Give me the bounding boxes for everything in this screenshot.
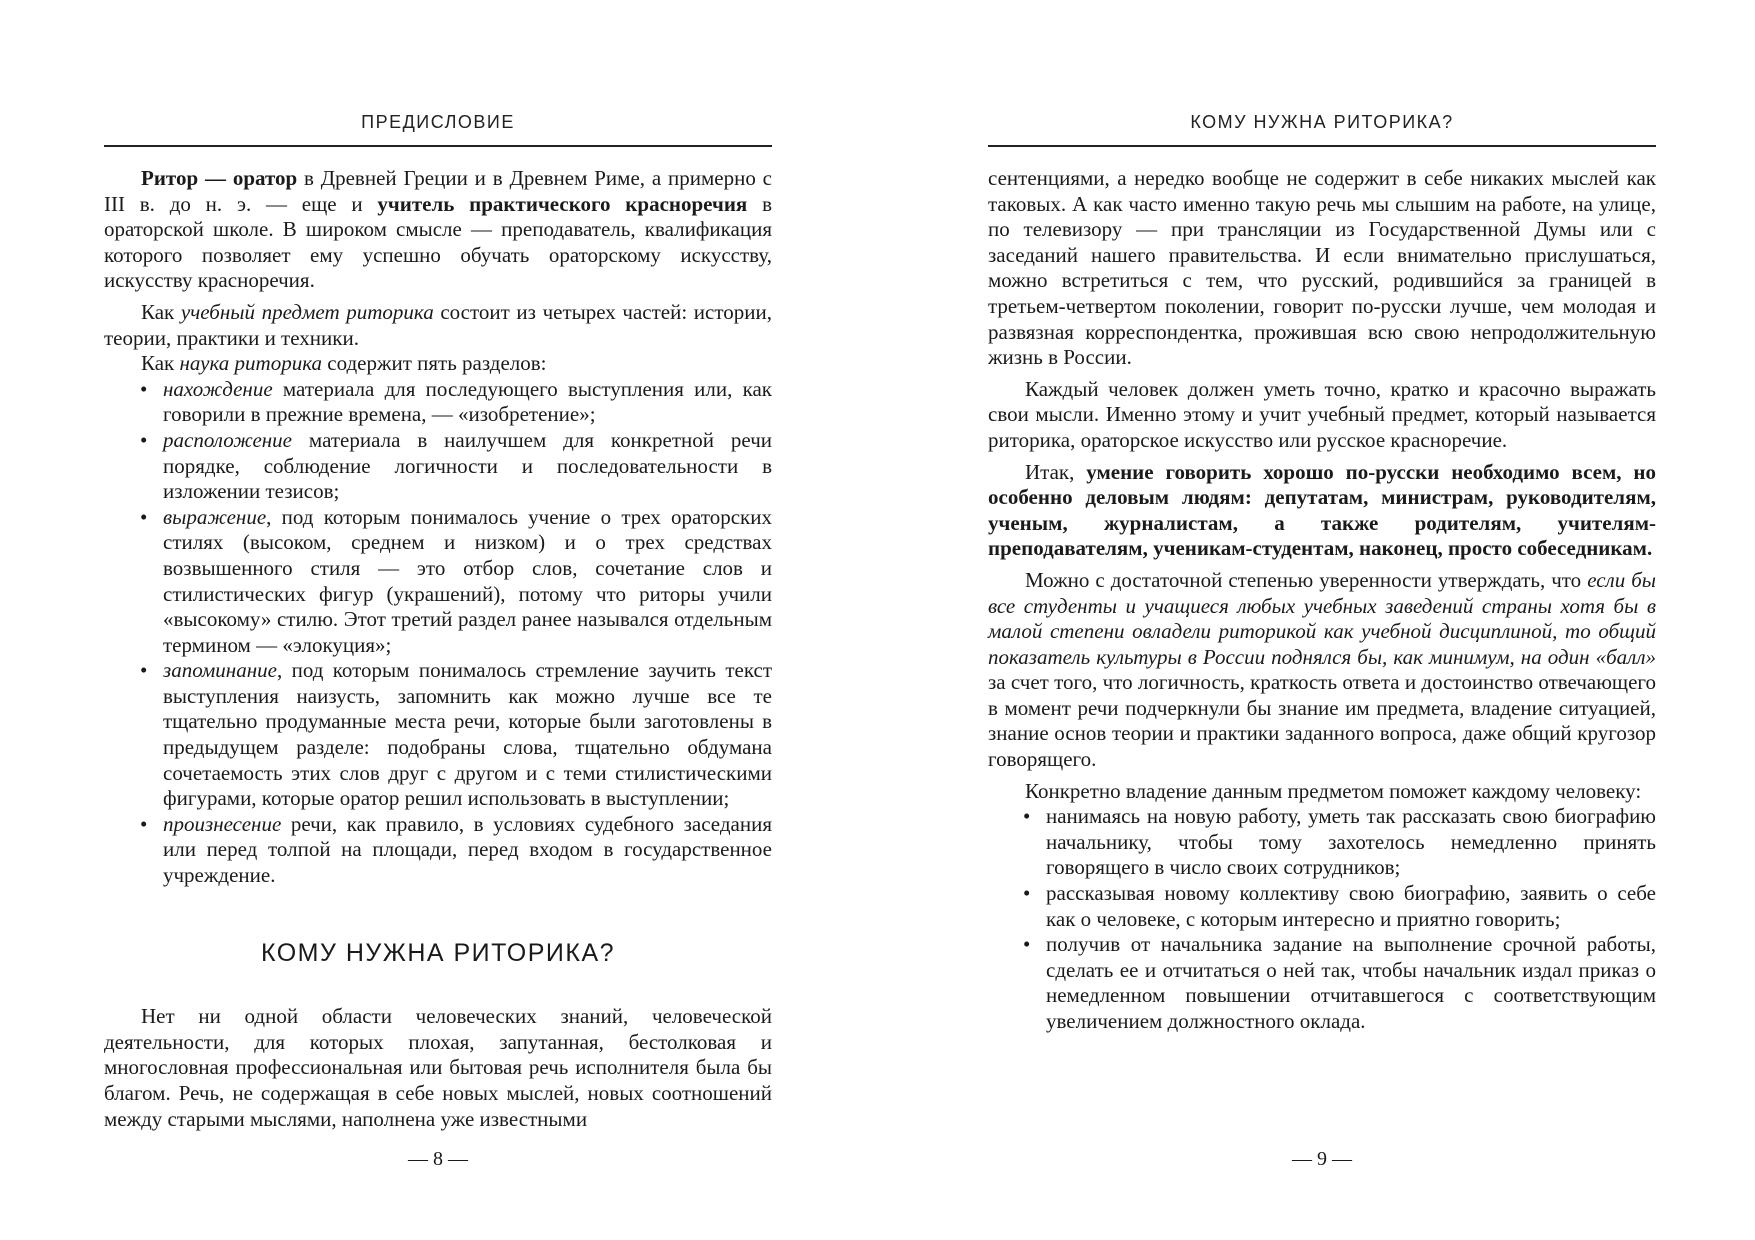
bullet-icon: • [140, 658, 148, 683]
italic-term: расположение [163, 427, 293, 452]
benefits-list [988, 804, 1656, 1034]
italic-term: нахождение [163, 376, 273, 401]
list-item: • расположение материала в наилучшем для конкретной речи порядке, соблюдение логичности и последовательности в изложении тезисов; [140, 427, 772, 504]
bullet-icon: • [140, 427, 148, 452]
section-title: КОМУ НУЖНА РИТОРИКА? [260, 938, 616, 967]
sections-list [104, 377, 772, 889]
left-page [104, 0, 772, 1240]
paragraph-who-needs: Итак, умение говорить хорошо по-русски необходимо всем, но особенно деловым людям: депутатам, министрам, руководителям, ученым, журналистам, а также родителям, учителям-преподавателям, ученикам-студентам, наконец, просто собеседникам. [988, 459, 1657, 561]
page-number: — 9 — [1292, 1148, 1352, 1170]
right-page [988, 0, 1656, 1240]
header-rule [988, 145, 1656, 147]
bullet-icon: • [140, 504, 148, 529]
bullet-icon: • [140, 376, 148, 401]
list-item: • рассказывая новому коллективу свою биографию, заявить о себе как о человеке, с которым интересно и приятно говорить; [1023, 881, 1656, 931]
paragraph-no-field: Нет ни одной области человеческих знаний, человеческой деятельности, для которых плохая, запутанная, бестолковая и многословная профессиональная или бытовая речь исполнителя была бы благом. Речь, не содержащая в себе новых мыслей, новых соотношений между старыми мыслями, наполнена уже известными [104, 1004, 772, 1131]
list-item: • запоминание, под которым понималось стремление заучить текст выступления наизусть, запомнить как можно лучше все те тщательно продуманные места речи, которые были заготовлены в предыдущем разделе: подобраны слова, тщательно обдумана сочетаемость этих слов друг с другом и с теми стилистическими фигурами, которые оратор решил использовать в выступлении; [140, 658, 772, 811]
header-rule [104, 145, 772, 147]
page-number: — 8 — [408, 1148, 468, 1170]
paragraph-science-sections: Как наука риторика содержит пять разделов: [141, 351, 547, 376]
running-head: КОМУ НУЖНА РИТОРИКА? [1190, 112, 1454, 132]
list-item: • выражение, под которым понималось учение о трех ораторских стилях (высоком, среднем и низком) и о трех средствах возвышенного стиля — это отбор слов, сочетание слов и стилистических фигур (украшений), потому что риторы учили «высокому» стилю. Этот третий раздел ранее назывался отдельным термином — «элокуция»; [140, 504, 772, 657]
list-item: • нахождение материала для последующего выступления или, как говорили в прежние времена, — «изобретение»; [140, 376, 772, 427]
bullet-icon: • [140, 811, 148, 836]
paragraph-continuation: сентенциями, а нередко вообще не содержит в себе никаких мыслей как таковых. А как часто именно такую речь мы слышим на работе, на улице, по телевизору — при трансляции из Государственной Думы или с заседаний нашего правительства. И если внимательно прислушаться, можно встретиться с тем, что русский, родившийся за границей в третьем-четвертом поколении, говорит по-русски лучше, чем молодая и развязная корреспондентка, прожившая всю свою непродолжительную жизнь в России. [988, 166, 1656, 370]
bold-term: учитель практического красноречия [377, 191, 748, 216]
list-item: • получив от начальника задание на выполнение срочной работы, сделать ее и отчитаться о ней так, чтобы начальник издал приказ о немедленном повышении отчитавшегося с соответствующим увеличением должностного оклада. [1023, 932, 1656, 1033]
italic-term: наука риторика [179, 351, 322, 376]
paragraph-subject-parts: Как учебный предмет риторика состоит из четырех частей: истории, теории, практики и техники. [104, 299, 772, 350]
paragraph-rhetor-definition: Ритор — оратор в Древней Греции и в Древнем Риме, а примерно с III в. до н. э. — еще и учитель практического красноречия в ораторской школе. В широком смысле — преподаватель, квалификация которого позволяет ему успешно обучать ораторскому искусству, искусству красноречия. [104, 166, 773, 293]
list-item: • нанимаясь на новую работу, уметь так рассказать свою биографию начальнику, чтобы тому захотелось немедленно принять говорящего в число своих сотрудников; [1023, 804, 1656, 880]
italic-term: произнесение [163, 811, 282, 836]
paragraph-concretely: Конкретно владение данным предметом поможет каждому человеку: [1025, 778, 1642, 803]
running-head: ПРЕДИСЛОВИЕ [361, 112, 515, 132]
italic-term: запоминание [163, 658, 277, 683]
bold-statement: умение говорить хорошо по-русски необходимо всем, но особенно деловым людям: депутатам, министрам, руководителям, ученым, журналистам, а также родителям, учителям-преподавателям, ученикам-студентам, наконец, просто собеседникам. [988, 459, 1657, 561]
italic-statement: если бы все студенты и учащиеся любых учебных заведений страны хотя бы в малой степени овладели риторикой как учебной дисциплиной, то общий показатель культуры в России поднялся бы, как минимум, на один «балл» [988, 567, 1657, 669]
bullet-icon: • [1023, 881, 1031, 906]
body-text [988, 166, 1656, 1035]
bullet-icon: • [1023, 804, 1031, 829]
italic-term: учебный предмет риторика [180, 299, 434, 324]
body-text [104, 166, 772, 1132]
paragraph-every-person: Каждый человек должен уметь точно, кратко и красочно выражать свои мысли. Именно этому и учит учебный предмет, который называется риторика, ораторское искусство или русское красноречие. [988, 376, 1656, 452]
bold-term: Ритор — оратор [141, 166, 298, 190]
list-item: • произнесение речи, как правило, в условиях судебного заседания или перед толпой на площади, перед входом в государственное учреждение. [140, 811, 772, 888]
paragraph-culture: Можно с достаточной степенью уверенности утверждать, что если бы все студенты и учащиеся любых учебных заведений страны хотя бы в малой степени овладели риторикой как учебной дисциплиной, то общий показатель культуры в России поднялся бы, как минимум, на один «балл» за счет того, что логичность, краткость ответа и достоинство отвечающего в момент речи подчеркнули бы знание им предмета, владение ситуацией, знание основ теории и практики заданного вопроса, даже общий кругозор говорящего. [988, 567, 1657, 772]
bullet-icon: • [1023, 932, 1031, 957]
italic-term: выражение [163, 504, 267, 529]
